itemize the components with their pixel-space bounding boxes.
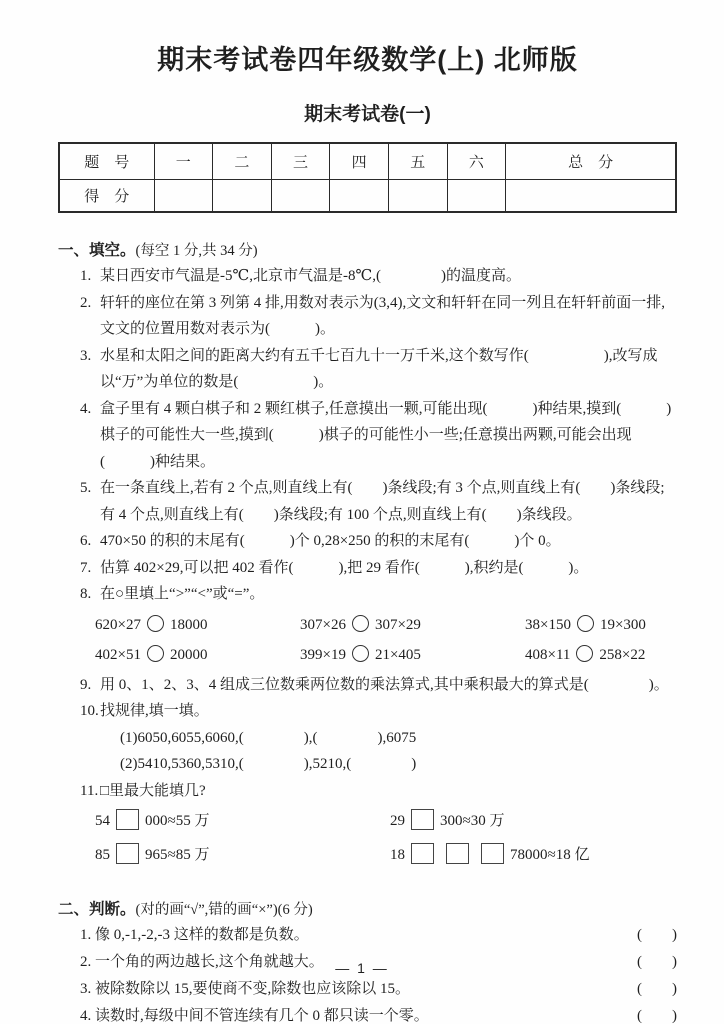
page-title: 期末考试卷四年级数学(上) 北师版 — [157, 45, 578, 75]
section-1-heading — [58, 239, 677, 263]
score-empty-cell — [506, 179, 676, 212]
score-header-cell: 二 — [213, 143, 272, 179]
blank-box-icon — [481, 843, 504, 864]
compare-row — [95, 610, 677, 640]
score-header-cell: 题 号 — [59, 143, 154, 179]
question-7: 7. 估算 402×29,可以把 402 看作( ),把 29 看作( ),积约是( )。 — [80, 559, 589, 576]
question-10-sub-2: (2)5410,5360,5310,( ),5210,( ) — [120, 756, 417, 772]
compare-cell: 402×51 20000 — [95, 646, 208, 663]
question-8-text: 在○里填上“>”“<”或“=”。 — [100, 586, 265, 602]
score-header-cell: 六 — [447, 143, 506, 179]
score-empty-cell — [330, 179, 389, 212]
fill-row — [95, 804, 677, 838]
question-4-text: 盒子里有 4 颗白棋子和 2 颗红棋子,任意摸出一颗,可能出现( )种结果,摸到( )棋子的可能性大一些,摸到( )棋子的可能性小一些;任意摸出两颗,可能会出现( )种结果。 — [100, 400, 672, 470]
blank-box-icon — [116, 843, 139, 864]
score-header-cell: 三 — [271, 143, 330, 179]
compare-circle-icon — [576, 645, 593, 662]
question-3-text: 水星和太阳之间的距离大约有五千七百九十一万千米,这个数写作( ),改写成以“万”为单位的数是( )。 — [100, 347, 658, 390]
fill-cell: 85 965≈85 万 — [95, 838, 390, 872]
question-9-text: 用 0、1、2、3、4 组成三位数乘两位数的乘法算式,其中乘积最大的算式是( )。 — [100, 676, 669, 693]
fill-cell: 54 000≈55 万 — [95, 804, 390, 838]
compare-cell: 38×150 19×300 — [525, 616, 646, 633]
compare-row — [95, 640, 677, 670]
blank-box-icon — [116, 809, 139, 830]
score-table — [58, 142, 677, 213]
fill-row — [95, 838, 677, 872]
page-number: — 1 — — [335, 960, 389, 976]
paper-subtitle: 期末考试卷(一) — [304, 104, 431, 125]
compare-circle-icon — [352, 615, 369, 632]
question-5: 5. 在一条直线上,若有 2 个点,则直线上有( )条线段;有 3 个点,则直线上有( )条线段;有 4 个点,则直线上有( )条线段;有 100 个点,则直线上有( )条线段。 — [80, 480, 665, 523]
question-9: 9. 用 0、1、2、3、4 组成三位数乘两位数的乘法算式,其中乘积最大的算式是( )。 — [80, 676, 669, 693]
question-6-text: 470×50 的积的末尾有( )个 0,28×250 的积的末尾有( )个 0。 — [100, 533, 561, 549]
question-3: 3. 水星和太阳之间的距离大约有五千七百九十一万千米,这个数写作( ),改写成以“万”为单位的数是( )。 — [80, 347, 658, 390]
compare-cell: 408×11 258×22 — [525, 646, 646, 663]
blank-box-icon — [446, 843, 469, 864]
compare-circle-icon — [147, 615, 164, 632]
score-empty-cell — [388, 179, 447, 212]
question-2-text: 轩轩的座位在第 3 列第 4 排,用数对表示为(3,4),文文和轩轩在同一列且在轩轩前面一排,文文的位置用数对表示为( )。 — [100, 294, 665, 337]
question-5-text: 在一条直线上,若有 2 个点,则直线上有( )条线段;有 3 个点,则直线上有( )条线段;有 4 个点,则直线上有( )条线段;有 100 个点,则直线上有( )条线段。 — [100, 480, 665, 523]
compare-grid — [95, 610, 677, 670]
judge-1 — [80, 922, 677, 949]
compare-circle-icon — [352, 645, 369, 662]
section-1-note: (每空 1 分,共 34 分) — [135, 243, 258, 259]
question-4: 4. 盒子里有 4 颗白棋子和 2 颗红棋子,任意摸出一颗,可能出现( )种结果,摸到( )棋子的可能性大一些,摸到( )棋子的可能性小一些;任意摸出两颗,可能会出现( )种结果。 — [80, 400, 672, 470]
score-table-header-row — [59, 143, 676, 179]
question-1-text: 某日西安市气温是-5℃,北京市气温是-8℃,( )的温度高。 — [100, 268, 522, 284]
score-header-cell: 五 — [388, 143, 447, 179]
question-10: 10.找规律,填一填。 — [80, 703, 209, 719]
judge-3-bracket: ( ) — [637, 981, 677, 997]
fill-cell: 18 78000≈18 亿 — [390, 838, 677, 872]
judge-4-bracket: ( ) — [637, 1008, 677, 1024]
judge-2-bracket: ( ) — [637, 954, 677, 970]
score-table-score-row — [59, 179, 676, 212]
fill-cell: 29 300≈30 万 — [390, 804, 677, 838]
judge-3-text: 3. 被除数除以 15,要使商不变,除数也应该除以 15。 — [80, 981, 411, 997]
question-7-text: 估算 402×29,可以把 402 看作( ),把 29 看作( ),积约是( )。 — [100, 559, 589, 576]
section-2-note: (对的画“√”,错的画“×”)(6 分) — [135, 902, 313, 918]
score-empty-cell — [154, 179, 213, 212]
question-11-text: □里最大能填几? — [100, 782, 206, 799]
question-1: 1. 某日西安市气温是-5℃,北京市气温是-8℃,( )的温度高。 — [80, 268, 522, 284]
compare-cell: 307×26 307×29 — [300, 616, 421, 633]
section-1-title: 一、填空。 — [58, 242, 136, 259]
score-header-cell: 总 分 — [506, 143, 676, 179]
score-empty-cell — [271, 179, 330, 212]
question-8: 8. 在○里填上“>”“<”或“=”。 — [80, 586, 265, 602]
question-2: 2. 轩轩的座位在第 3 列第 4 排,用数对表示为(3,4),文文和轩轩在同一列且在轩轩前面一排,文文的位置用数对表示为( )。 — [80, 294, 665, 337]
judge-1-text: 1. 像 0,-1,-2,-3 这样的数都是负数。 — [80, 927, 309, 943]
compare-circle-icon — [147, 645, 164, 662]
question-10-text: 找规律,填一填。 — [100, 703, 209, 719]
question-11: 11. □里最大能填几? — [80, 782, 206, 799]
judge-1-bracket: ( ) — [637, 927, 677, 943]
score-header-cell: 四 — [330, 143, 389, 179]
section-2-heading — [58, 898, 677, 922]
score-header-cell: 一 — [154, 143, 213, 179]
blank-box-icon — [411, 809, 434, 830]
section-2-title: 二、判断。 — [58, 901, 136, 918]
score-label-cell: 得 分 — [59, 179, 154, 212]
score-empty-cell — [213, 179, 272, 212]
question-6: 6. 470×50 的积的末尾有( )个 0,28×250 的积的末尾有( )个 0。 — [80, 533, 561, 549]
compare-circle-icon — [577, 615, 594, 632]
judge-3 — [80, 976, 677, 1003]
score-empty-cell — [447, 179, 506, 212]
judge-2-text: 2. 一个角的两边越长,这个角就越大。 — [80, 954, 324, 970]
judge-4-text: 4. 读数时,每级中间不管连续有几个 0 都只读一个零。 — [80, 1008, 429, 1024]
judge-4 — [80, 1003, 677, 1024]
blank-box-icon — [411, 843, 434, 864]
question-10-sub-1: (1)6050,6055,6060,( ),( ),6075 — [120, 729, 417, 746]
compare-cell: 399×19 21×405 — [300, 646, 421, 663]
compare-cell: 620×27 18000 — [95, 616, 208, 633]
